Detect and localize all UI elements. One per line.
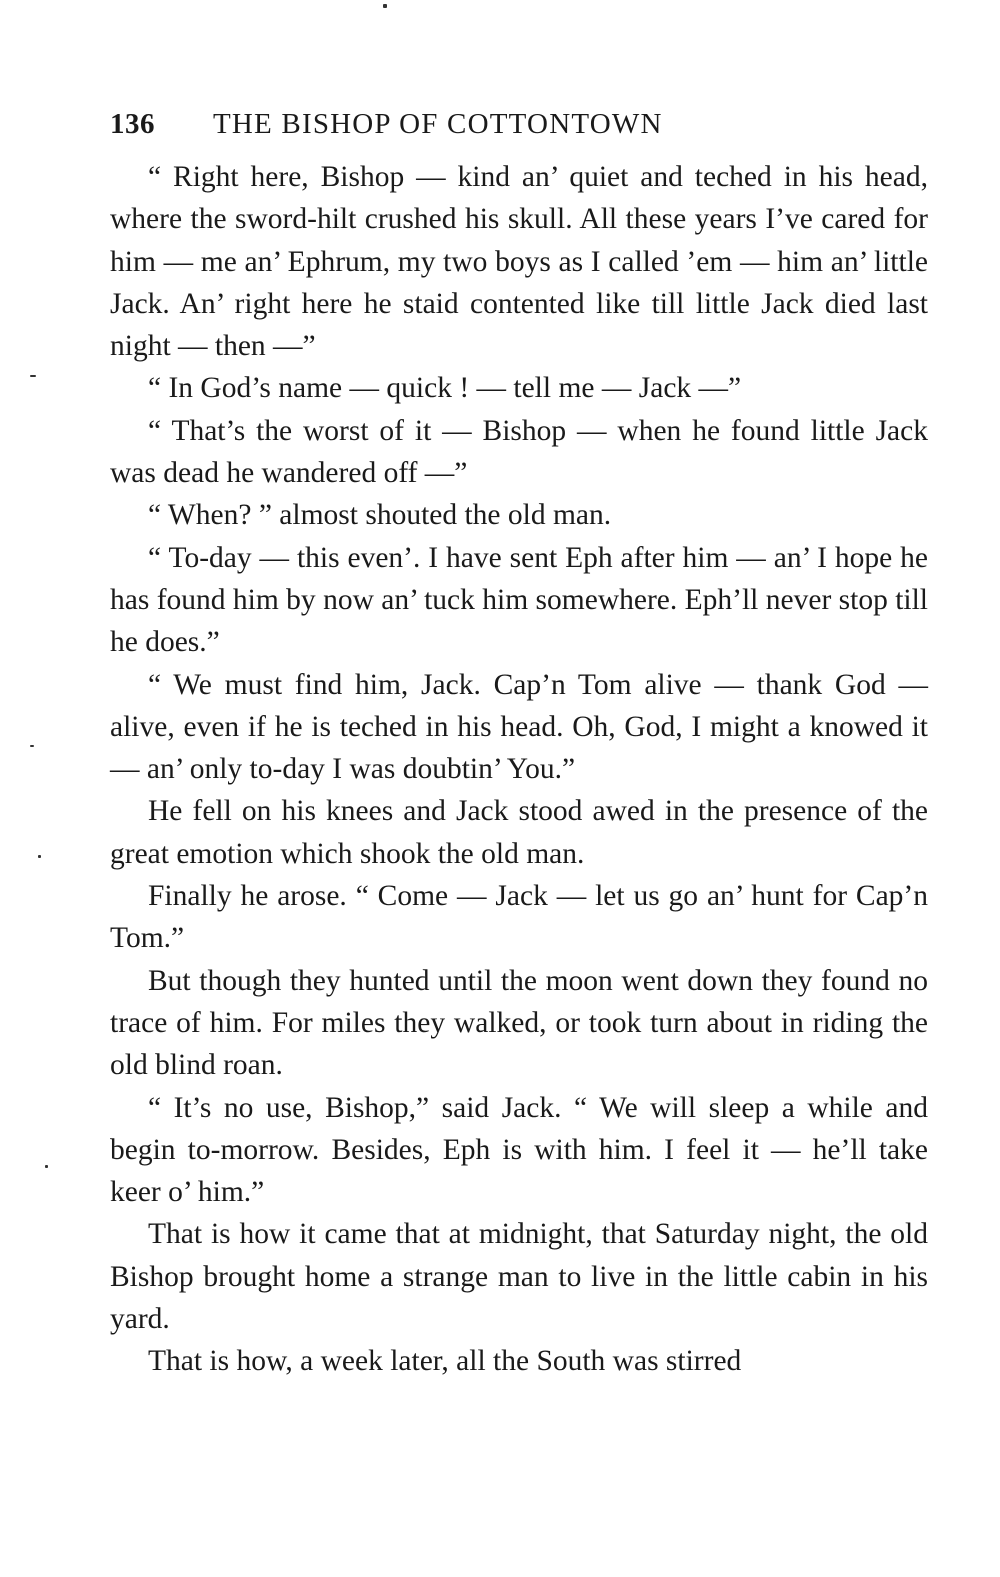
margin-mark: [38, 855, 41, 858]
running-title: THE BISHOP OF COTTONTOWN: [213, 108, 663, 140]
margin-mark: [383, 4, 387, 8]
paragraph: But though they hunted until the moon went down they found no trace of him. For miles they walked, or took turn about in riding the old blind roan.: [110, 964, 928, 1082]
paragraph: “ It’s no use, Bishop,” said Jack. “ We will sleep a while and begin to-morrow. Besides, Eph is with him. I feel it — he’ll take keer o’ him.”: [110, 1091, 928, 1209]
paragraph: That is how, a week later, all the South was stirred: [148, 1345, 742, 1378]
paragraph: That is how it came that at midnight, that Saturday night, the old Bishop brought home a strange man to live in the little cabin in his yard.: [110, 1218, 928, 1336]
margin-mark: [45, 1165, 48, 1168]
paragraph: “ To-day — this even’. I have sent Eph after him — an’ I hope he has found him by now an’ tuck him somewhere. Eph’ll never stop till he does.”: [110, 541, 928, 659]
paragraph: “ We must find him, Jack. Cap’n Tom alive — thank God — alive, even if he is teched in his head. Oh, God, I might a knowed it — an’ only to-day I was doubtin’ You.”: [110, 668, 928, 786]
paragraph: “ When? ” almost shouted the old man.: [148, 499, 612, 532]
page-number: 136: [110, 108, 155, 140]
margin-mark: [30, 745, 34, 747]
paragraph: “ That’s the worst of it — Bishop — when he found little Jack was dead he wandered off —”: [110, 414, 928, 490]
paragraph: Finally he arose. “ Come — Jack — let us go an’ hunt for Cap’n Tom.”: [110, 880, 928, 955]
paragraph: “ In God’s name — quick ! — tell me — Jack —”: [148, 372, 742, 405]
margin-mark: [30, 375, 36, 377]
book-page: [110, 108, 928, 1383]
page-header: [110, 108, 928, 156]
body-text: [110, 156, 928, 1383]
paragraph: “ Right here, Bishop — kind an’ quiet and teched in his head, where the sword-hilt crushed his skull. All these years I’ve cared for him — me an’ Ephrum, my two boys as I called ’em — him an’ little Jack. An’ right here he staid contented like till little Jack died last night — then —”: [110, 161, 928, 363]
paragraph: He fell on his knees and Jack stood awed in the presence of the great emotion which shook the old man.: [110, 795, 928, 870]
